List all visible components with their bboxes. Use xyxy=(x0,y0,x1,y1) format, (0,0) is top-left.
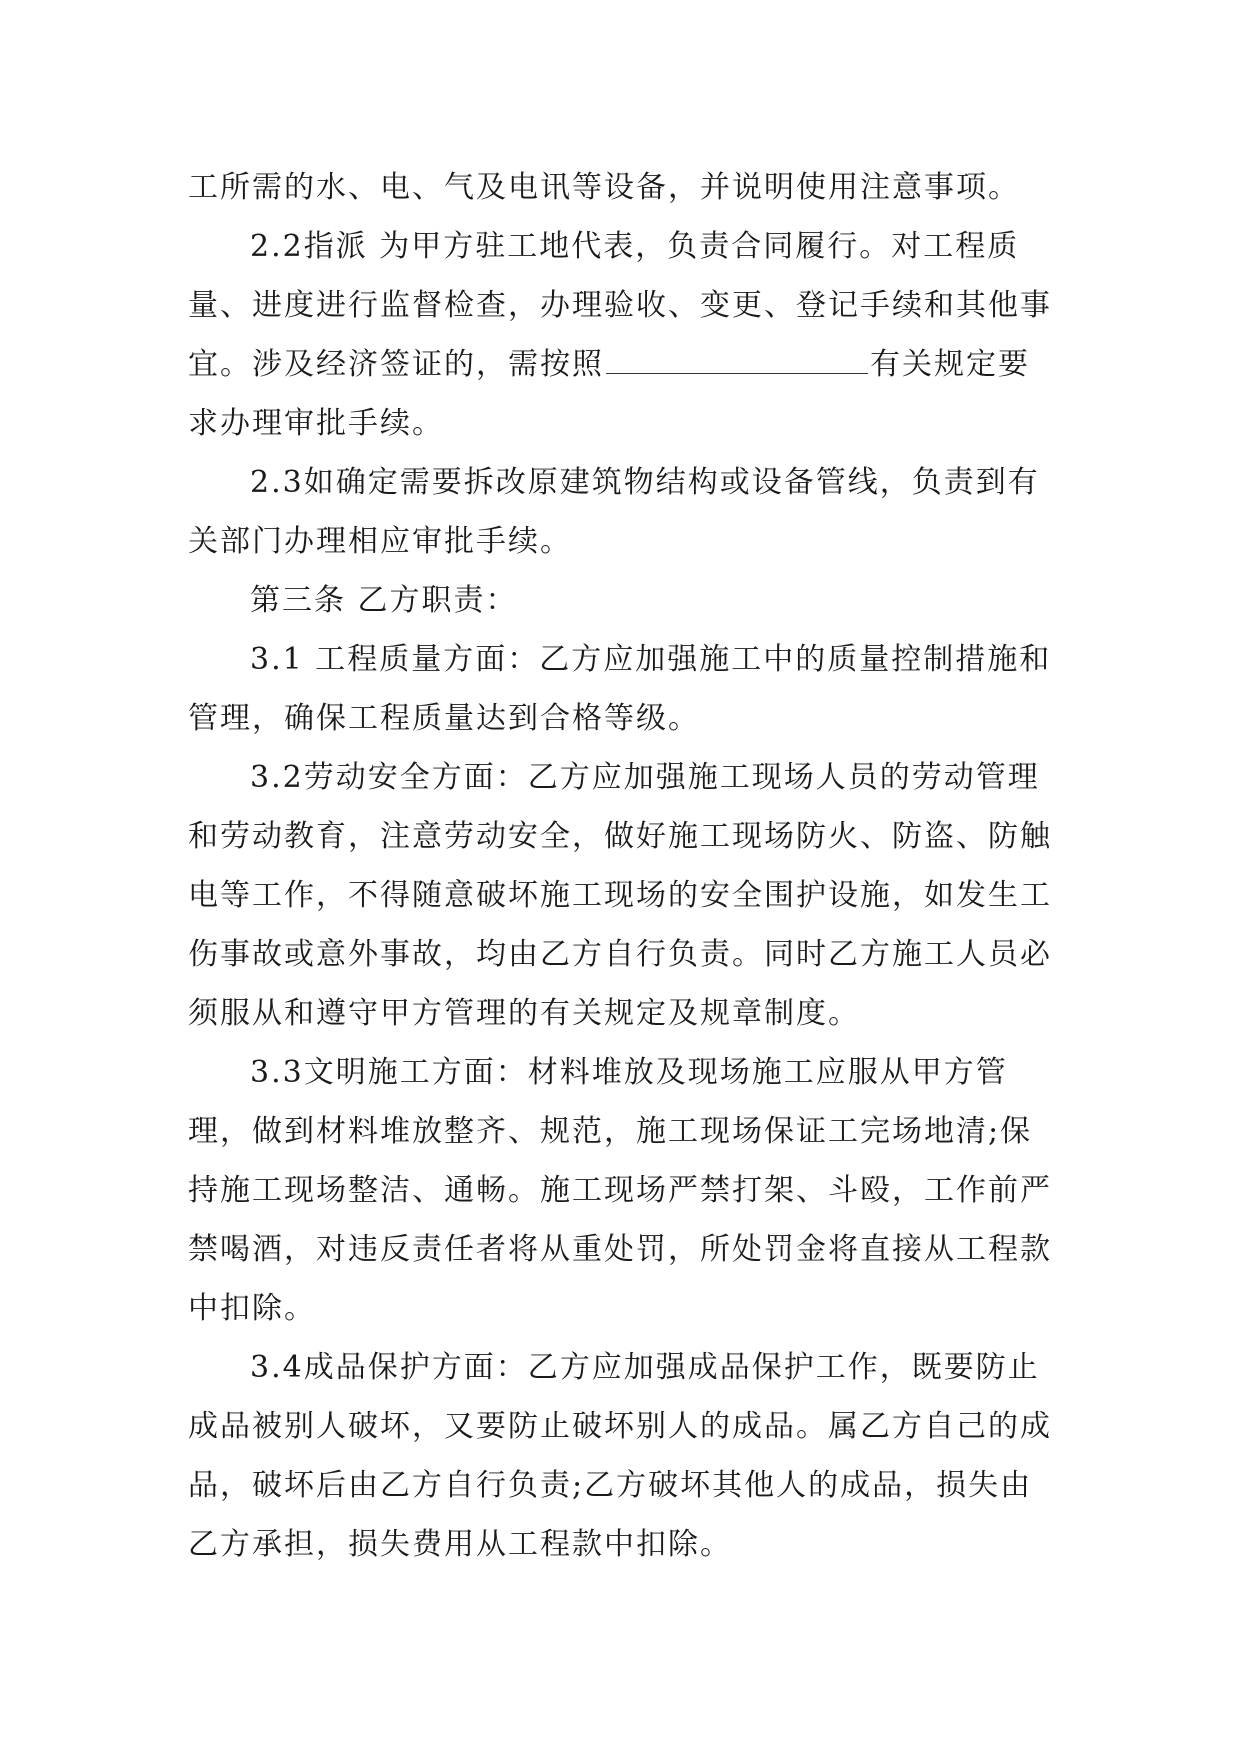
paragraph-continuation: 工所需的水、电、气及电讯等设备，并说明使用注意事项。 xyxy=(188,170,1020,205)
clause-2-2 xyxy=(188,217,1058,453)
document-body xyxy=(188,158,1058,1574)
article-3-heading: 第三条 乙方职责： xyxy=(250,583,518,618)
fill-in-blank xyxy=(606,343,868,374)
clause-3-4: 3.4成品保护方面：乙方应加强成品保护工作，既要防止成品被别人破坏，又要防止破坏别人的成品。属乙方自己的成品，破坏后由乙方自行负责;乙方破坏其他人的成品，损失由乙方承担，损失费用从工程款中扣除。 xyxy=(188,1350,1052,1562)
clause-2-2-text-start: 2.2指派 为甲方驻工地代表，负责合同履行。对工程质量、进度进行监督检查，办理验收、变更、登记手续和其他事宜。涉及经济签证的，需按照 xyxy=(188,229,1052,382)
clause-2-2-text-end: 有关规定要求办理审批手续。 xyxy=(188,347,1030,441)
clause-3-2: 3.2劳动安全方面：乙方应加强施工现场人员的劳动管理和劳动教育，注意劳动安全，做好施工现场防火、防盗、防触电等工作，不得随意破坏施工现场的安全围护设施，如发生工伤事故或意外事故，均由乙方自行负责。同时乙方施工人员必须服从和遵守甲方管理的有关规定及规章制度。 xyxy=(188,760,1052,1031)
clause-3-3: 3.3文明施工方面：材料堆放及现场施工应服从甲方管理，做到材料堆放整齐、规范，施工现场保证工完场地清;保持施工现场整洁、通畅。施工现场严禁打架、斗殴，工作前严禁喝酒，对违反责任者将从重处罚，所处罚金将直接从工程款中扣除。 xyxy=(188,1055,1052,1326)
clause-3-1: 3.1 工程质量方面：乙方应加强施工中的质量控制措施和管理，确保工程质量达到合格等级。 xyxy=(188,642,1052,736)
clause-2-3: 2.3如确定需要拆改原建筑物结构或设备管线，负责到有关部门办理相应审批手续。 xyxy=(188,465,1040,559)
